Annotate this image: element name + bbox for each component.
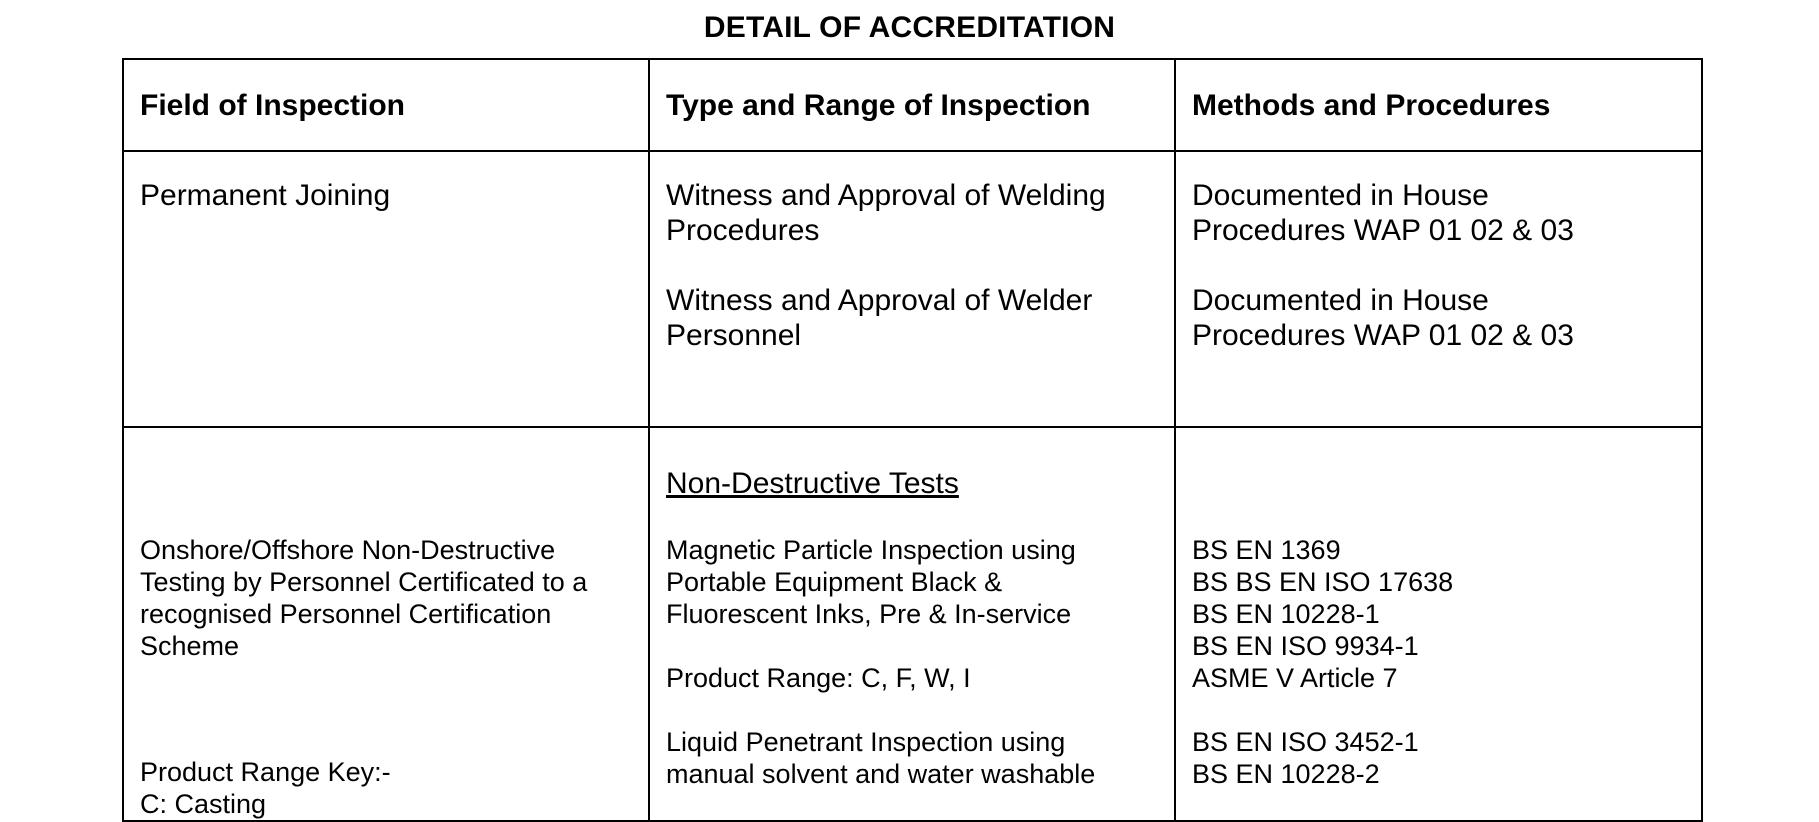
text-line: recognised Personnel Certification xyxy=(140,599,552,629)
text-line: Witness and Approval of Welder xyxy=(666,284,1093,317)
column-header-type-range: Type and Range of Inspection xyxy=(649,59,1175,151)
text-line: BS EN ISO 3452-1 xyxy=(1192,727,1419,757)
text-line: Liquid Penetrant Inspection using xyxy=(666,727,1066,757)
document-title: DETAIL OF ACCREDITATION xyxy=(703,11,1116,44)
text-line: Witness and Approval of Welding xyxy=(666,179,1106,212)
text-line: C: Casting xyxy=(140,789,267,819)
text-line: Personnel xyxy=(666,319,802,352)
type-liquid-penetrant xyxy=(666,726,1158,790)
method-procedures-2 xyxy=(1192,283,1685,353)
methods-liquid-penetrant xyxy=(1192,726,1685,790)
cell-type-ndt xyxy=(649,427,1175,821)
text-line: Fluorescent Inks, Pre & In-service xyxy=(666,599,1072,629)
methods-magnetic-particle xyxy=(1192,534,1685,694)
text-line: BS EN ISO 9934-1 xyxy=(1192,631,1419,661)
column-header-field: Field of Inspection xyxy=(123,59,649,151)
table-row-permanent-joining xyxy=(123,151,1702,427)
text-line: Scheme xyxy=(140,631,240,661)
type-welder-personnel xyxy=(666,283,1158,353)
text-line: Magnetic Particle Inspection using xyxy=(666,535,1076,565)
text-line: Procedures WAP 01 02 & 03 xyxy=(1192,214,1574,247)
table-header-row xyxy=(123,59,1702,151)
text-line: Procedures xyxy=(666,214,820,247)
text-line: BS EN 1369 xyxy=(1192,535,1341,565)
field-ndt-description xyxy=(140,534,632,662)
text-line: Documented in House xyxy=(1192,284,1489,317)
method-procedures-1 xyxy=(1192,178,1685,248)
type-magnetic-particle xyxy=(666,534,1158,630)
cell-type-joining xyxy=(649,151,1175,427)
cell-methods-joining xyxy=(1175,151,1702,427)
text-line: Procedures WAP 01 02 & 03 xyxy=(1192,319,1574,352)
product-range: Product Range: C, F, W, I xyxy=(666,663,971,693)
product-range-key xyxy=(140,756,632,820)
cell-methods-ndt xyxy=(1175,427,1702,821)
text-line: Onshore/Offshore Non-Destructive xyxy=(140,535,556,565)
text-line: manual solvent and water washable xyxy=(666,759,1096,789)
accreditation-table xyxy=(122,58,1703,822)
text-line: Testing by Personnel Certificated to a xyxy=(140,567,588,597)
cell-field-ndt xyxy=(123,427,649,821)
field-permanent-joining: Permanent Joining xyxy=(140,179,391,212)
text-line: ASME V Article 7 xyxy=(1192,663,1398,693)
ndt-heading: Non-Destructive Tests xyxy=(666,467,959,500)
text-line: Product Range Key:- xyxy=(140,757,391,787)
text-line: Portable Equipment Black & xyxy=(666,567,1003,597)
text-line: BS EN 10228-2 xyxy=(1192,759,1380,789)
table-row-ndt xyxy=(123,427,1702,821)
column-header-methods: Methods and Procedures xyxy=(1175,59,1702,151)
type-welding-procedures xyxy=(666,178,1158,248)
text-line: BS BS EN ISO 17638 xyxy=(1192,567,1454,597)
cell-field-joining xyxy=(123,151,649,427)
text-line: BS EN 10228-1 xyxy=(1192,599,1380,629)
text-line: Documented in House xyxy=(1192,179,1489,212)
